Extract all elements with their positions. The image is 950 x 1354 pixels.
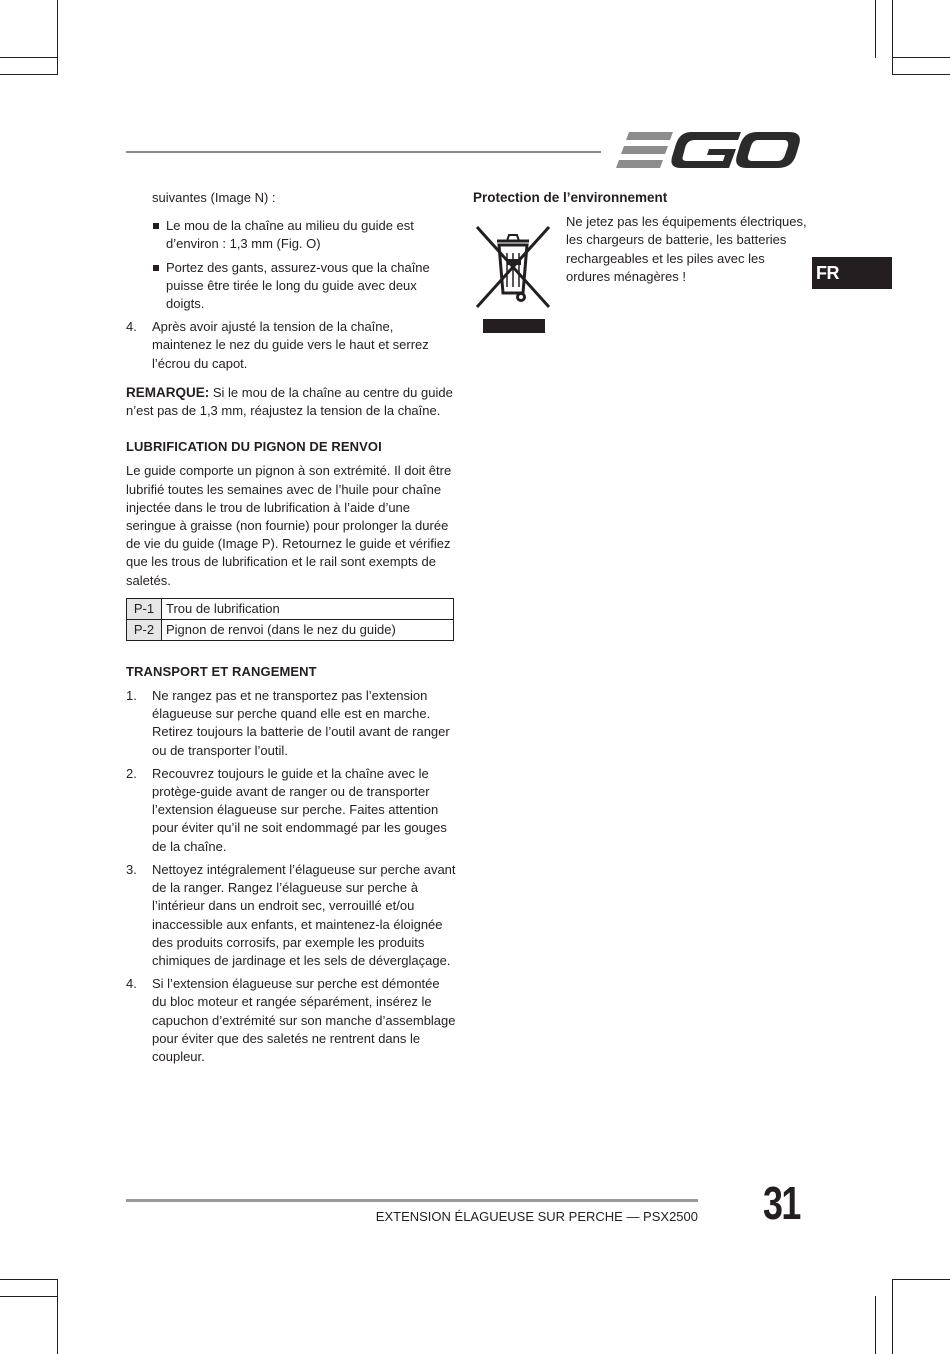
step-text: Recouvrez toujours le guide et la chaîne avec le protège-guide avant de ranger ou de transporter l’extension élagueuse sur perche. Faites attention pour éviter qu’il ne soit endommagé par les gouges de la chaîne. (152, 765, 447, 854)
section-heading-transport: TRANSPORT ET RANGEMENT (126, 663, 317, 679)
language-tab: FR (812, 257, 892, 289)
table-row (127, 598, 454, 619)
note (126, 384, 456, 420)
part-label: Trou de lubrification (162, 598, 454, 619)
section-heading-lubrication: LUBRIFICATION DU PIGNON DE RENVOI (126, 439, 382, 455)
part-label: Pignon de renvoi (dans le nez du guide) (162, 619, 454, 640)
list-item (126, 318, 456, 373)
intro-text: suivantes (Image N) : (152, 190, 276, 205)
crossed-out-wheelie-bin-icon (473, 223, 553, 333)
list-item (126, 861, 456, 970)
section-heading-environment: Protection de l’environnement (473, 190, 668, 205)
footer-title: EXTENSION ÉLAGUEUSE SUR PERCHE — PSX2500 (375, 1209, 698, 1224)
page-number: 31 (763, 1177, 800, 1229)
step-text: Après avoir ajusté la tension de la chaîne, maintenez le nez du guide vers le haut et serrez l’écrou du capot. (152, 319, 429, 371)
step-number: 4. (126, 976, 137, 992)
part-code: P-1 (127, 598, 162, 619)
transport-step-list (126, 687, 456, 1066)
step-list (126, 318, 456, 373)
environment-text: Ne jetez pas les équipements électriques, les chargeurs de batterie, les batteries rechargeables et les piles avec les ordures ménagères ! (566, 214, 807, 284)
list-item (126, 687, 456, 760)
bullet-list (126, 217, 456, 313)
note-label: REMARQUE: (126, 384, 210, 400)
ego-logo (615, 128, 801, 172)
lubrication-body: Le guide comporte un pignon à son extrémité. Il doit être lubrifié toutes les semaines avec de l’huile pour chaîne injectée dans le trou de lubrification à l’aide d’une seringue à graisse (non fournie) pour prolonger la durée de vie du guide (Image P). Retournez le guide et vérifiez que les trous de lubrification et le rail sont exempts de saletés. (126, 463, 452, 588)
step-text: Si l’extension élagueuse sur perche est démontée du bloc moteur et rangée séparément, insérez le capuchon d’extrémité sur son manche d’assemblage pour éviter que des saletés ne rentrent dans le coupleur. (152, 976, 456, 1064)
step-number: 1. (126, 688, 137, 704)
list-item (126, 765, 456, 856)
list-item (126, 975, 456, 1066)
right-column (473, 189, 808, 286)
footer-rule (126, 1199, 698, 1202)
header-rule (126, 151, 601, 153)
parts-table (126, 598, 454, 641)
step-number: 4. (126, 319, 137, 335)
table-row (127, 619, 454, 640)
list-item: Portez des gants, assurez-vous que la chaîne puisse être tirée le long du guide avec deux doigts. (126, 259, 456, 314)
left-column (126, 189, 456, 1071)
list-item: Le mou de la chaîne au milieu du guide est d’environ : 1,3 mm (Fig. O) (126, 217, 456, 253)
part-code: P-2 (127, 619, 162, 640)
step-number: 3. (126, 861, 137, 877)
note-text: Si le mou de la chaîne au centre du guide n’est pas de 1,3 mm, réajustez la tension de la chaîne. (126, 384, 453, 419)
step-number: 2. (126, 765, 137, 781)
step-text: Ne rangez pas et ne transportez pas l’extension élagueuse sur perche quand elle est en marche. Retirez toujours la batterie de l’outil avant de ranger ou de transporter l’outil. (152, 688, 450, 758)
step-text: Nettoyez intégralement l’élagueuse sur perche avant de la ranger. Rangez l’élagueuse sur perche à l’intérieur dans un endroit sec, verrouillé et/ou inaccessible aux enfants, et maintenez-la éloignée des produits corrosifs, par exemple les produits chimiques de jardinage et les sels de déverglaçage. (152, 861, 456, 968)
